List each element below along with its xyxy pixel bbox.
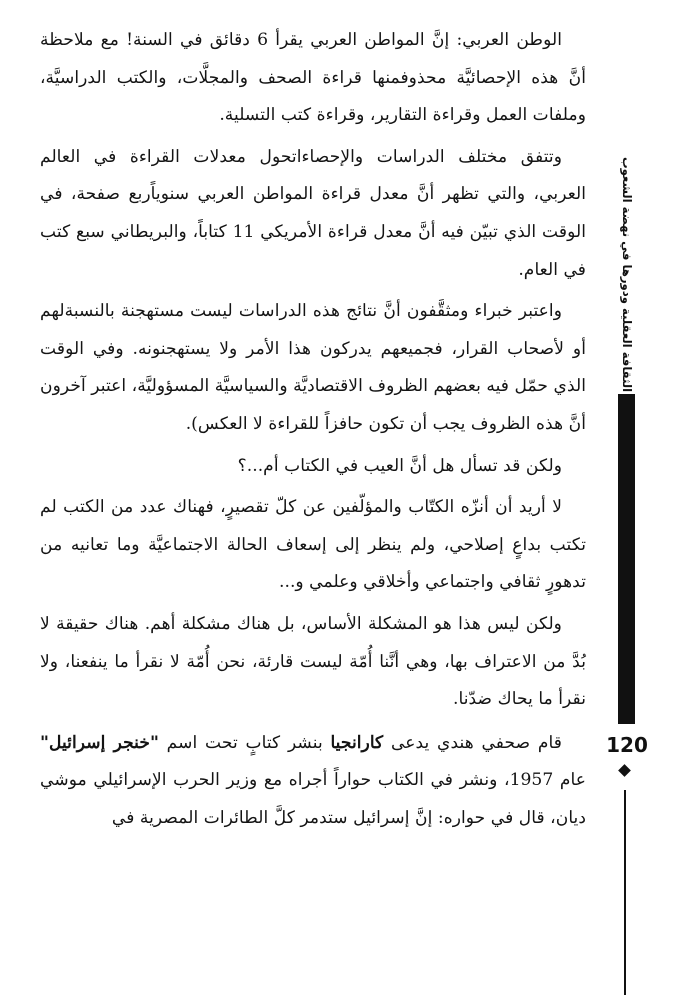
running-header-title: الثقافة العقلية ودورها في نهضة الشعوب: [620, 156, 634, 392]
karanjia-text-1: قام صحفي هندي يدعى: [383, 732, 562, 753]
karanjia-text-2: بنشر كتابٍ تحت اسم: [158, 732, 331, 753]
paragraph-question: ولكن قد تسأل هل أنَّ العيب في الكتاب أم...؟: [237, 455, 562, 476]
author-name: كارانجيا: [330, 732, 384, 753]
paragraph-main-problem: ولكن ليس هذا هو المشكلة الأساس، بل هناك مشكلة أهم. هناك حقيقة لا بُدَّ من الاعتراف بها، وهي أنَّنا أُمّة ليست قارئة، نحن أُمّة لا نقرأ ما ينفعنا، ولا نقرأ ما يحاك ضدّنا.: [40, 613, 586, 710]
side-black-bar: [618, 394, 635, 724]
paragraph-experts-opinion: واعتبر خبراء ومثقَّفون أنَّ نتائج هذه الدراسات ليست مستهجنة بالنسبةلهم أو لأصحاب القرار، فجميعهم يدركون هذا الأمر ولا يستهجنونه. وفي الوقت الذي حمّل فيه بعضهم الظروف الاقتصاديَّة والسياسيَّة المسؤوليَّة، اعتبر آخرون أنَّ هذه الظروف يجب أن تكون حافزاً للقراءة لا العكس).: [40, 301, 586, 434]
paragraph-authors: لا أريد أن أنزّه الكتّاب والمؤلّفين عن كلّ تقصيرٍ، فهناك عدد من الكتب لم تكتب بداعٍ إصلاحي، ولم ينظر إلى إسعاف الحالة الاجتماعيَّة وما تعانيه من تدهورٍ ثقافي واجتماعي وأخلاقي وعلمي و...: [40, 497, 586, 593]
paragraph-karanjia: [40, 725, 586, 838]
main-text-column: [40, 22, 586, 841]
paragraph-reading-minutes: الوطن العربي: إنَّ المواطن العربي يقرأ 6 دقائق في السنة! مع ملاحظة أنَّ هذه الإحصائيَّة محذوفمنها قراءة الصحف والمجلَّات، والكتب الدراسيَّة، وملفات العمل وقراءة التقارير، وقراءة كتب التسلية.: [40, 30, 586, 126]
side-vertical-line: [624, 790, 626, 995]
paragraph-reading-rates: وتتفق مختلف الدراسات والإحصاءاتحول معدلات القراءة في العالم العربي، والتي تظهر أنَّ معدل قراءة المواطن العربي سنوياًربع صفحة، في الوقت الذي تبيّن فيه أنَّ معدل قراءة الأمريكي 11 كتاباً، والبريطاني سبع كتب في العام.: [40, 146, 586, 280]
diamond-icon: [618, 764, 631, 777]
book-title: "خنجر إسرائيل": [40, 732, 159, 753]
page-number: 120: [606, 733, 648, 757]
karanjia-text-3: عام 1957، ونشر في الكتاب حواراً أجراه مع وزير الحرب الإسرائيلي موشي ديان، قال في حواره: إنَّ إسرائيل ستدمر كلَّ الطائرات المصرية في: [40, 770, 586, 828]
